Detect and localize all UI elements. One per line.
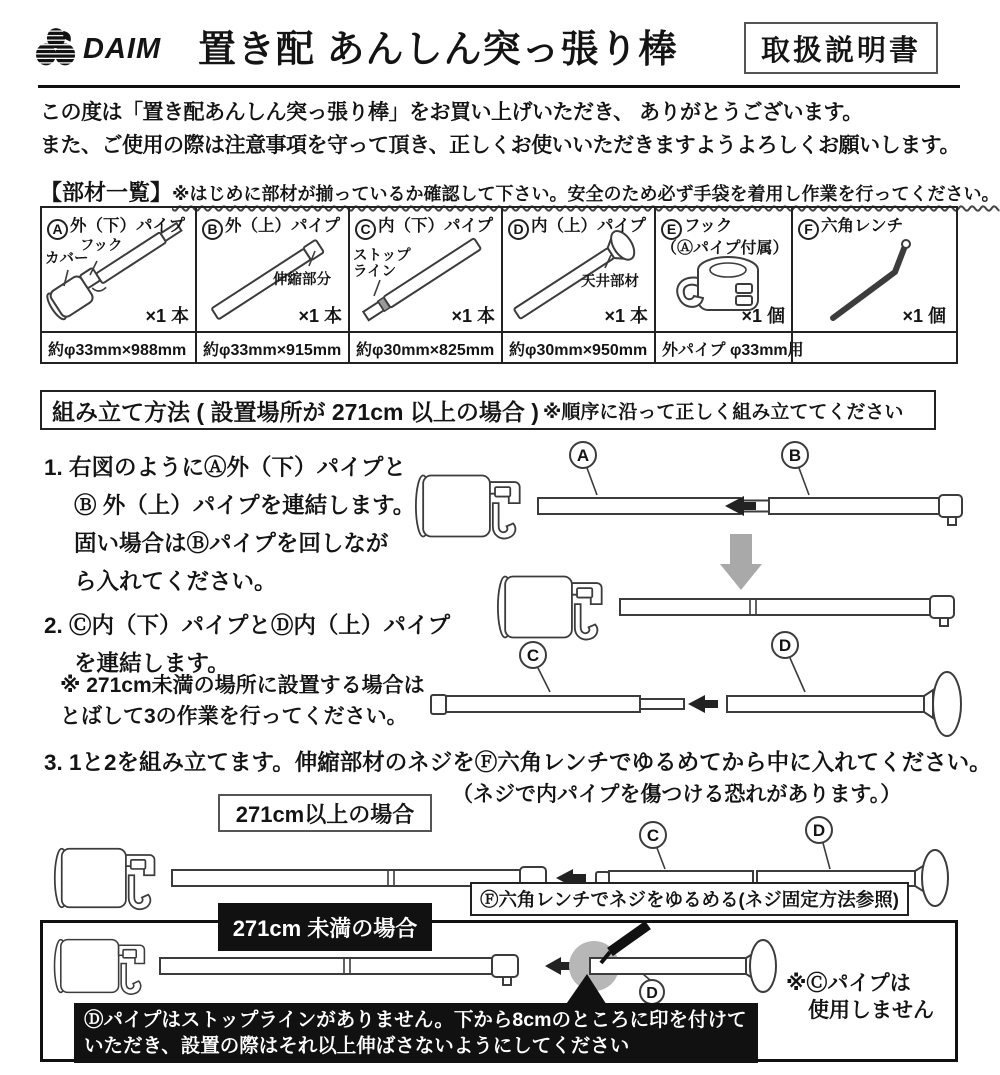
case-over-271-label: 271cm以上の場合 xyxy=(218,794,432,832)
part-e-dim: 外パイプ φ33mm用 xyxy=(654,333,791,362)
assembly-heading-note: ※順序に沿って正しく組み立ててください xyxy=(542,401,904,423)
part-e-count: ×1 個 xyxy=(741,306,785,326)
part-cell-b xyxy=(195,208,348,331)
step3-caution: （ネジで内パイプを傷つける恐れがあります。） xyxy=(452,783,902,806)
circled-c: C xyxy=(355,219,376,240)
part-cell-f xyxy=(791,208,952,331)
loosen-screw-note: Ⓕ六角レンチでネジをゆるめる(ネジ固定方法参照) xyxy=(470,882,909,916)
daim-flower-icon xyxy=(36,26,76,72)
parts-table xyxy=(40,206,958,364)
part-f-count: ×1 個 xyxy=(902,306,946,326)
header-divider xyxy=(38,85,960,88)
label-circle-d: D xyxy=(778,636,792,655)
label-circle-d: D xyxy=(646,985,658,1002)
part-a-name: 外（下）パイプ xyxy=(70,217,186,235)
part-a-dim: 約φ33mm×988mm xyxy=(48,342,187,359)
intro-line1: この度は「置き配あんしん突っ張り棒」をお買い上げいただき、 ありがとうございます。 xyxy=(40,101,863,124)
part-d-name: 内（上）パイプ xyxy=(531,217,647,235)
part-f-dim xyxy=(791,333,952,362)
parts-row-dimensions xyxy=(42,331,956,362)
label-circle-a: A xyxy=(576,446,590,465)
circled-a: A xyxy=(47,219,68,240)
part-b-count: ×1 本 xyxy=(298,306,342,326)
label-stop: ストップ xyxy=(353,248,411,264)
step1-diagram xyxy=(410,438,995,652)
circled-b: B xyxy=(202,219,223,240)
part-f-name: 六角レンチ xyxy=(821,217,904,235)
stopline-warning-box: Ⓓパイプはストップラインがありません。下から8cmのところに印を付けて いただき、設置の際はそれ以上伸ばさないようにしてください xyxy=(74,1003,758,1063)
brand-logo xyxy=(36,26,161,72)
arrow-left-icon xyxy=(688,695,718,713)
page-title: 置き配 あんしん突っ張り棒 xyxy=(198,29,678,71)
step1-text: 1. 右図のようにⒶ外（下）パイプと Ⓑ 外（上）パイプを連結します。 固い場合はⒷパイプを回しなが ら入れてください。 xyxy=(44,455,416,594)
label-telescopic: 伸縮部分 xyxy=(273,272,331,288)
intro-line2: また、ご使用の際は注意事項を守って頂き、正しくお使いいただきますようよろしくお願いします。 xyxy=(40,134,960,157)
part-cell-e xyxy=(654,208,791,331)
parts-row-drawings xyxy=(42,208,956,331)
assembly-heading-box xyxy=(40,390,936,430)
manual-badge: 取扱説明書 xyxy=(744,22,938,74)
part-a-count: ×1 本 xyxy=(145,306,189,326)
label-circle-d: D xyxy=(812,821,826,840)
parts-heading: 【部材一覧】 xyxy=(40,180,173,205)
label-cover: カバー xyxy=(45,251,89,267)
case-under-271-label: 271cm 未満の場合 xyxy=(218,903,432,951)
circled-f: F xyxy=(798,219,819,240)
step2-diagram xyxy=(410,626,995,744)
step3-text: 3. 1と2を組み立てます。伸縮部材のネジをⒻ六角レンチでゆるめてから中に入れてください。 xyxy=(44,750,992,775)
label-ceiling: 天井部材 xyxy=(581,274,639,290)
parts-heading-row xyxy=(40,176,1000,207)
part-cell-a xyxy=(42,208,195,331)
intro-paragraph xyxy=(40,96,970,162)
arrow-down-icon xyxy=(720,534,762,590)
label-hook: フック xyxy=(80,238,123,254)
part-b-dim: 約φ33mm×915mm xyxy=(195,333,348,362)
circled-e: E xyxy=(661,219,682,240)
label-line: ライン xyxy=(353,264,397,280)
part-c-name: 内（下）パイプ xyxy=(378,217,494,235)
brand-text: DAIM xyxy=(83,32,162,65)
pipe-c-unused-note: ※Ⓒパイプは 使用しません xyxy=(786,972,934,1022)
parts-note: ※はじめに部材が揃っているか確認して下さい。安全のため必ず手袋を着用し作業を行ってください。 xyxy=(172,184,1000,204)
part-e-name: フック xyxy=(684,217,733,235)
part-d-dim: 約φ30mm×950mm xyxy=(501,333,654,362)
step2-note: ※ 271cm未満の場所に設置する場合は とばして3の作業を行ってください。 xyxy=(60,674,425,728)
step2-text: 2. Ⓒ内（下）パイプとⒹ内（上）パイプ を連結します。 xyxy=(44,613,451,676)
part-b-name: 外（上）パイプ xyxy=(225,217,341,235)
assembly-heading: 組み立て方法 ( 設置場所が 271cm 以上の場合 ) xyxy=(52,398,539,425)
part-c-dim: 約φ30mm×825mm xyxy=(348,333,501,362)
part-d-count: ×1 本 xyxy=(604,306,648,326)
circled-d: D xyxy=(508,219,529,240)
label-circle-c: C xyxy=(646,826,660,845)
part-e-subname: （Ⓐパイプ付属） xyxy=(661,240,789,257)
marker-pen-icon xyxy=(610,925,648,952)
part-cell-d xyxy=(501,208,654,331)
part-cell-c xyxy=(348,208,501,331)
part-c-count: ×1 本 xyxy=(451,306,495,326)
label-circle-c: C xyxy=(526,646,540,665)
label-circle-b: B xyxy=(788,446,802,465)
